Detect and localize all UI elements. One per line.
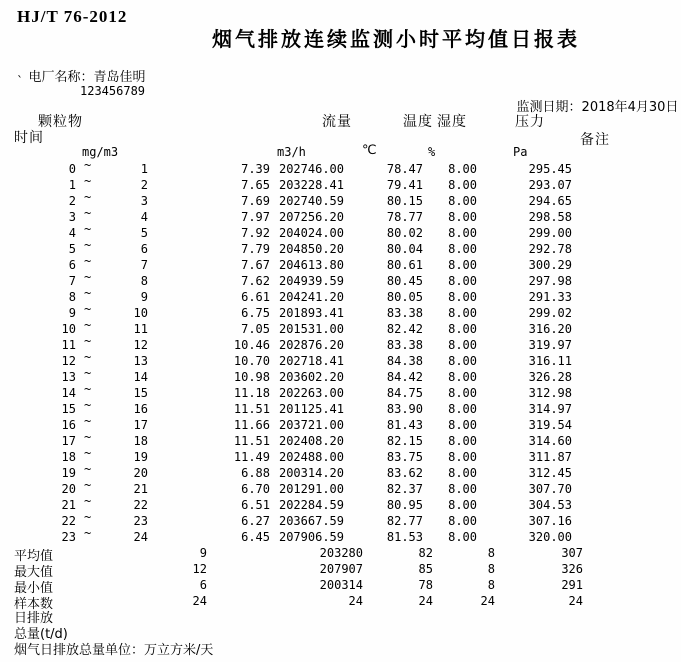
tilde-separator: ~ bbox=[84, 238, 92, 252]
particulate-value: 6.51 bbox=[241, 498, 270, 512]
pressure-value: 295.45 bbox=[528, 162, 572, 176]
flow-value: 204613.80 bbox=[278, 258, 344, 272]
summary-humidity: 8 bbox=[487, 578, 495, 592]
pressure-value: 293.07 bbox=[528, 178, 572, 192]
flow-value: 203667.59 bbox=[278, 514, 344, 528]
humidity-value: 8.00 bbox=[448, 354, 477, 368]
tilde-separator: ~ bbox=[84, 270, 92, 284]
humidity-value: 8.00 bbox=[448, 242, 477, 256]
tilde-separator: ~ bbox=[84, 190, 92, 204]
hour-end: 8 bbox=[140, 274, 148, 288]
summary-flow: 24 bbox=[348, 594, 363, 608]
particulate-value: 7.67 bbox=[241, 258, 270, 272]
hour-end: 24 bbox=[133, 530, 148, 544]
hour-row bbox=[0, 430, 681, 449]
flow-value: 204850.20 bbox=[278, 242, 344, 256]
hour-end: 18 bbox=[133, 434, 148, 448]
temperature-value: 78.47 bbox=[386, 162, 423, 176]
flow-value: 202408.20 bbox=[278, 434, 344, 448]
hour-end: 20 bbox=[133, 466, 148, 480]
flow-value: 204024.00 bbox=[278, 226, 344, 240]
hour-start: 18 bbox=[61, 450, 76, 464]
particulate-value: 6.61 bbox=[241, 290, 270, 304]
humidity-value: 8.00 bbox=[448, 194, 477, 208]
hour-start: 8 bbox=[68, 290, 76, 304]
hour-end: 22 bbox=[133, 498, 148, 512]
temperature-value: 84.38 bbox=[386, 354, 423, 368]
particulate-value: 7.97 bbox=[241, 210, 270, 224]
hour-row bbox=[0, 206, 681, 225]
tilde-separator: ~ bbox=[84, 366, 92, 380]
humidity-value: 8.00 bbox=[448, 386, 477, 400]
hour-end: 6 bbox=[140, 242, 148, 256]
pressure-value: 311.87 bbox=[528, 450, 572, 464]
temperature-value: 80.45 bbox=[386, 274, 423, 288]
temperature-value: 83.38 bbox=[386, 306, 423, 320]
unit-particulate: mg/m3 bbox=[82, 145, 119, 159]
hour-row bbox=[0, 510, 681, 529]
summary-flow: 200314 bbox=[319, 578, 363, 592]
tilde-separator: ~ bbox=[84, 350, 92, 364]
humidity-value: 8.00 bbox=[448, 210, 477, 224]
flow-value: 202746.00 bbox=[278, 162, 344, 176]
flow-value: 202740.59 bbox=[278, 194, 344, 208]
hour-start: 19 bbox=[61, 466, 76, 480]
tilde-separator: ~ bbox=[84, 414, 92, 428]
temperature-value: 81.43 bbox=[386, 418, 423, 432]
particulate-value: 7.65 bbox=[241, 178, 270, 192]
hour-end: 13 bbox=[133, 354, 148, 368]
hour-start: 13 bbox=[61, 370, 76, 384]
particulate-value: 11.49 bbox=[233, 450, 270, 464]
hour-row bbox=[0, 174, 681, 193]
tilde-separator: ~ bbox=[84, 478, 92, 492]
hour-row bbox=[0, 286, 681, 305]
humidity-value: 8.00 bbox=[448, 466, 477, 480]
col-header-flow: 流量 bbox=[322, 114, 352, 130]
particulate-value: 10.70 bbox=[233, 354, 270, 368]
hour-end: 19 bbox=[133, 450, 148, 464]
flow-value: 201125.41 bbox=[278, 402, 344, 416]
hour-start: 12 bbox=[61, 354, 76, 368]
summary-temperature: 24 bbox=[418, 594, 433, 608]
hour-start: 15 bbox=[61, 402, 76, 416]
hour-row bbox=[0, 254, 681, 273]
humidity-value: 8.00 bbox=[448, 418, 477, 432]
hour-end: 14 bbox=[133, 370, 148, 384]
tilde-separator: ~ bbox=[84, 318, 92, 332]
temperature-value: 78.77 bbox=[386, 210, 423, 224]
particulate-value: 6.88 bbox=[241, 466, 270, 480]
summary-label: 最小值 bbox=[14, 581, 54, 596]
tilde-separator: ~ bbox=[84, 462, 92, 476]
flow-value: 202876.20 bbox=[278, 338, 344, 352]
temperature-value: 83.38 bbox=[386, 338, 423, 352]
plant-name-value: 青岛佳明 bbox=[93, 70, 146, 85]
pressure-value: 319.97 bbox=[528, 338, 572, 352]
particulate-value: 6.70 bbox=[241, 482, 270, 496]
backtick-mark: ` bbox=[17, 74, 23, 88]
particulate-value: 11.18 bbox=[233, 386, 270, 400]
temperature-value: 80.61 bbox=[386, 258, 423, 272]
unit-humidity: % bbox=[428, 145, 436, 159]
summary-row bbox=[0, 561, 681, 580]
particulate-value: 7.62 bbox=[241, 274, 270, 288]
particulate-value: 7.39 bbox=[241, 162, 270, 176]
standard-number: HJ/T 76-2012 bbox=[17, 7, 128, 26]
tilde-separator: ~ bbox=[84, 510, 92, 524]
temperature-value: 80.04 bbox=[386, 242, 423, 256]
summary-humidity: 8 bbox=[487, 562, 495, 576]
tilde-separator: ~ bbox=[84, 398, 92, 412]
summary-particulate: 9 bbox=[199, 546, 207, 560]
hour-start: 20 bbox=[61, 482, 76, 496]
humidity-value: 8.00 bbox=[448, 338, 477, 352]
summary-row bbox=[0, 545, 681, 564]
summary-row bbox=[0, 593, 681, 612]
col-header-time: 时间 bbox=[14, 130, 44, 146]
temperature-value: 84.75 bbox=[386, 386, 423, 400]
hour-row bbox=[0, 366, 681, 385]
pressure-value: 299.02 bbox=[528, 306, 572, 320]
hour-row bbox=[0, 350, 681, 369]
particulate-value: 11.66 bbox=[233, 418, 270, 432]
humidity-value: 8.00 bbox=[448, 258, 477, 272]
temperature-value: 84.42 bbox=[386, 370, 423, 384]
particulate-value: 10.98 bbox=[233, 370, 270, 384]
hour-start: 23 bbox=[61, 530, 76, 544]
hour-end: 12 bbox=[133, 338, 148, 352]
unit-footnote: 烟气日排放总量单位：万立方米/天 bbox=[14, 643, 214, 658]
tilde-separator: ~ bbox=[84, 174, 92, 188]
summary-temperature: 82 bbox=[418, 546, 433, 560]
hour-start: 16 bbox=[61, 418, 76, 432]
hour-end: 23 bbox=[133, 514, 148, 528]
temperature-value: 80.15 bbox=[386, 194, 423, 208]
hour-end: 5 bbox=[140, 226, 148, 240]
hour-end: 7 bbox=[140, 258, 148, 272]
pressure-value: 292.78 bbox=[528, 242, 572, 256]
tilde-separator: ~ bbox=[84, 158, 92, 172]
col-header-particulate: 颗粒物 bbox=[38, 114, 83, 130]
report-title: 烟气排放连续监测小时平均值日报表 bbox=[212, 27, 580, 51]
summary-humidity: 24 bbox=[480, 594, 495, 608]
summary-particulate: 12 bbox=[192, 562, 207, 576]
total-td-label: 总量(t/d) bbox=[14, 627, 68, 642]
flow-value: 201291.00 bbox=[278, 482, 344, 496]
hour-end: 2 bbox=[140, 178, 148, 192]
unit-flow: m3/h bbox=[277, 145, 306, 159]
hour-end: 15 bbox=[133, 386, 148, 400]
temperature-value: 80.05 bbox=[386, 290, 423, 304]
hour-row bbox=[0, 414, 681, 433]
col-header-pressure: 压力 bbox=[515, 114, 545, 130]
summary-label: 样本数 bbox=[14, 597, 54, 612]
humidity-value: 8.00 bbox=[448, 514, 477, 528]
humidity-value: 8.00 bbox=[448, 402, 477, 416]
flow-value: 204939.59 bbox=[278, 274, 344, 288]
pressure-value: 312.45 bbox=[528, 466, 572, 480]
tilde-separator: ~ bbox=[84, 334, 92, 348]
humidity-value: 8.00 bbox=[448, 498, 477, 512]
hour-start: 3 bbox=[68, 210, 76, 224]
flow-value: 207256.20 bbox=[278, 210, 344, 224]
pressure-value: 299.00 bbox=[528, 226, 572, 240]
hour-end: 17 bbox=[133, 418, 148, 432]
humidity-value: 8.00 bbox=[448, 450, 477, 464]
hour-end: 11 bbox=[133, 322, 148, 336]
pressure-value: 316.20 bbox=[528, 322, 572, 336]
hour-row bbox=[0, 158, 681, 177]
hour-row bbox=[0, 478, 681, 497]
unit-pressure: Pa bbox=[513, 145, 528, 159]
hour-start: 9 bbox=[68, 306, 76, 320]
flow-value: 202263.00 bbox=[278, 386, 344, 400]
hour-row bbox=[0, 398, 681, 417]
temperature-value: 80.02 bbox=[386, 226, 423, 240]
particulate-value: 10.46 bbox=[233, 338, 270, 352]
tilde-separator: ~ bbox=[84, 206, 92, 220]
tilde-separator: ~ bbox=[84, 286, 92, 300]
hour-start: 17 bbox=[61, 434, 76, 448]
monitor-date-value: 2018年4月30日 bbox=[581, 100, 679, 115]
monitor-date-label: 监测日期： bbox=[516, 100, 582, 115]
hour-start: 7 bbox=[68, 274, 76, 288]
hour-start: 11 bbox=[61, 338, 76, 352]
hour-row bbox=[0, 318, 681, 337]
col-header-temperature: 温度 bbox=[403, 114, 433, 130]
pressure-value: 294.65 bbox=[528, 194, 572, 208]
humidity-value: 8.00 bbox=[448, 370, 477, 384]
summary-temperature: 85 bbox=[418, 562, 433, 576]
hour-row bbox=[0, 270, 681, 289]
hour-start: 4 bbox=[68, 226, 76, 240]
flow-value: 203721.00 bbox=[278, 418, 344, 432]
summary-flow: 203280 bbox=[319, 546, 363, 560]
pressure-value: 304.53 bbox=[528, 498, 572, 512]
particulate-value: 11.51 bbox=[233, 434, 270, 448]
summary-label: 最大值 bbox=[14, 565, 54, 580]
daily-emission-label: 日排放 bbox=[14, 611, 54, 626]
hour-row bbox=[0, 382, 681, 401]
hour-row bbox=[0, 526, 681, 545]
humidity-value: 8.00 bbox=[448, 178, 477, 192]
flow-value: 201531.00 bbox=[278, 322, 344, 336]
hour-start: 0 bbox=[68, 162, 76, 176]
hour-end: 4 bbox=[140, 210, 148, 224]
humidity-value: 8.00 bbox=[448, 290, 477, 304]
hour-end: 9 bbox=[140, 290, 148, 304]
particulate-value: 6.45 bbox=[241, 530, 270, 544]
flow-value: 202718.41 bbox=[278, 354, 344, 368]
summary-pressure: 291 bbox=[561, 578, 583, 592]
particulate-value: 7.79 bbox=[241, 242, 270, 256]
flow-value: 202284.59 bbox=[278, 498, 344, 512]
hour-start: 14 bbox=[61, 386, 76, 400]
humidity-value: 8.00 bbox=[448, 322, 477, 336]
hour-end: 10 bbox=[133, 306, 148, 320]
summary-particulate: 24 bbox=[192, 594, 207, 608]
tilde-separator: ~ bbox=[84, 222, 92, 236]
temperature-value: 79.41 bbox=[386, 178, 423, 192]
temperature-value: 80.95 bbox=[386, 498, 423, 512]
pressure-value: 326.28 bbox=[528, 370, 572, 384]
tilde-separator: ~ bbox=[84, 430, 92, 444]
pressure-value: 314.60 bbox=[528, 434, 572, 448]
pressure-value: 297.98 bbox=[528, 274, 572, 288]
flow-value: 203602.20 bbox=[278, 370, 344, 384]
hour-row bbox=[0, 302, 681, 321]
humidity-value: 8.00 bbox=[448, 530, 477, 544]
temperature-value: 81.53 bbox=[386, 530, 423, 544]
col-header-remark: 备注 bbox=[580, 132, 610, 148]
temperature-value: 82.42 bbox=[386, 322, 423, 336]
temperature-value: 82.37 bbox=[386, 482, 423, 496]
unit-temperature: ℃ bbox=[362, 143, 377, 158]
pressure-value: 319.54 bbox=[528, 418, 572, 432]
humidity-value: 8.00 bbox=[448, 434, 477, 448]
particulate-value: 6.27 bbox=[241, 514, 270, 528]
summary-row bbox=[0, 577, 681, 596]
flow-value: 203228.41 bbox=[278, 178, 344, 192]
pressure-value: 312.98 bbox=[528, 386, 572, 400]
particulate-value: 11.51 bbox=[233, 402, 270, 416]
humidity-value: 8.00 bbox=[448, 274, 477, 288]
summary-humidity: 8 bbox=[487, 546, 495, 560]
hour-end: 1 bbox=[140, 162, 148, 176]
hour-row bbox=[0, 446, 681, 465]
summary-temperature: 78 bbox=[418, 578, 433, 592]
tilde-separator: ~ bbox=[84, 494, 92, 508]
pressure-value: 291.33 bbox=[528, 290, 572, 304]
hour-row bbox=[0, 238, 681, 257]
summary-particulate: 6 bbox=[199, 578, 207, 592]
col-header-humidity: 湿度 bbox=[437, 114, 467, 130]
hour-row bbox=[0, 462, 681, 481]
flow-value: 200314.20 bbox=[278, 466, 344, 480]
humidity-value: 8.00 bbox=[448, 482, 477, 496]
plant-name-label: 电厂名称： bbox=[28, 70, 94, 85]
hour-row bbox=[0, 222, 681, 241]
summary-flow: 207907 bbox=[319, 562, 363, 576]
flow-value: 204241.20 bbox=[278, 290, 344, 304]
temperature-value: 82.15 bbox=[386, 434, 423, 448]
hour-start: 10 bbox=[61, 322, 76, 336]
tilde-separator: ~ bbox=[84, 302, 92, 316]
summary-pressure: 24 bbox=[568, 594, 583, 608]
particulate-value: 6.75 bbox=[241, 306, 270, 320]
hour-end: 16 bbox=[133, 402, 148, 416]
pressure-value: 307.16 bbox=[528, 514, 572, 528]
hour-row bbox=[0, 494, 681, 513]
particulate-value: 7.92 bbox=[241, 226, 270, 240]
hour-start: 22 bbox=[61, 514, 76, 528]
temperature-value: 83.75 bbox=[386, 450, 423, 464]
tilde-separator: ~ bbox=[84, 382, 92, 396]
flow-value: 201893.41 bbox=[278, 306, 344, 320]
hour-start: 5 bbox=[68, 242, 76, 256]
pressure-value: 316.11 bbox=[528, 354, 572, 368]
tilde-separator: ~ bbox=[84, 526, 92, 540]
tilde-separator: ~ bbox=[84, 446, 92, 460]
summary-pressure: 326 bbox=[561, 562, 583, 576]
particulate-value: 7.05 bbox=[241, 322, 270, 336]
summary-label: 平均值 bbox=[14, 549, 54, 564]
pressure-value: 307.70 bbox=[528, 482, 572, 496]
hour-row bbox=[0, 190, 681, 209]
hour-start: 2 bbox=[68, 194, 76, 208]
temperature-value: 83.90 bbox=[386, 402, 423, 416]
humidity-value: 8.00 bbox=[448, 162, 477, 176]
humidity-value: 8.00 bbox=[448, 306, 477, 320]
flow-value: 207906.59 bbox=[278, 530, 344, 544]
tilde-separator: ~ bbox=[84, 254, 92, 268]
hour-start: 1 bbox=[68, 178, 76, 192]
temperature-value: 83.62 bbox=[386, 466, 423, 480]
particulate-value: 7.69 bbox=[241, 194, 270, 208]
flow-value: 202488.00 bbox=[278, 450, 344, 464]
pressure-value: 314.97 bbox=[528, 402, 572, 416]
hour-start: 6 bbox=[68, 258, 76, 272]
hour-end: 21 bbox=[133, 482, 148, 496]
hour-end: 3 bbox=[140, 194, 148, 208]
plant-code: 123456789 bbox=[80, 84, 146, 98]
temperature-value: 82.77 bbox=[386, 514, 423, 528]
pressure-value: 320.00 bbox=[528, 530, 572, 544]
humidity-value: 8.00 bbox=[448, 226, 477, 240]
hour-start: 21 bbox=[61, 498, 76, 512]
pressure-value: 298.58 bbox=[528, 210, 572, 224]
summary-pressure: 307 bbox=[561, 546, 583, 560]
pressure-value: 300.29 bbox=[528, 258, 572, 272]
hour-row bbox=[0, 334, 681, 353]
